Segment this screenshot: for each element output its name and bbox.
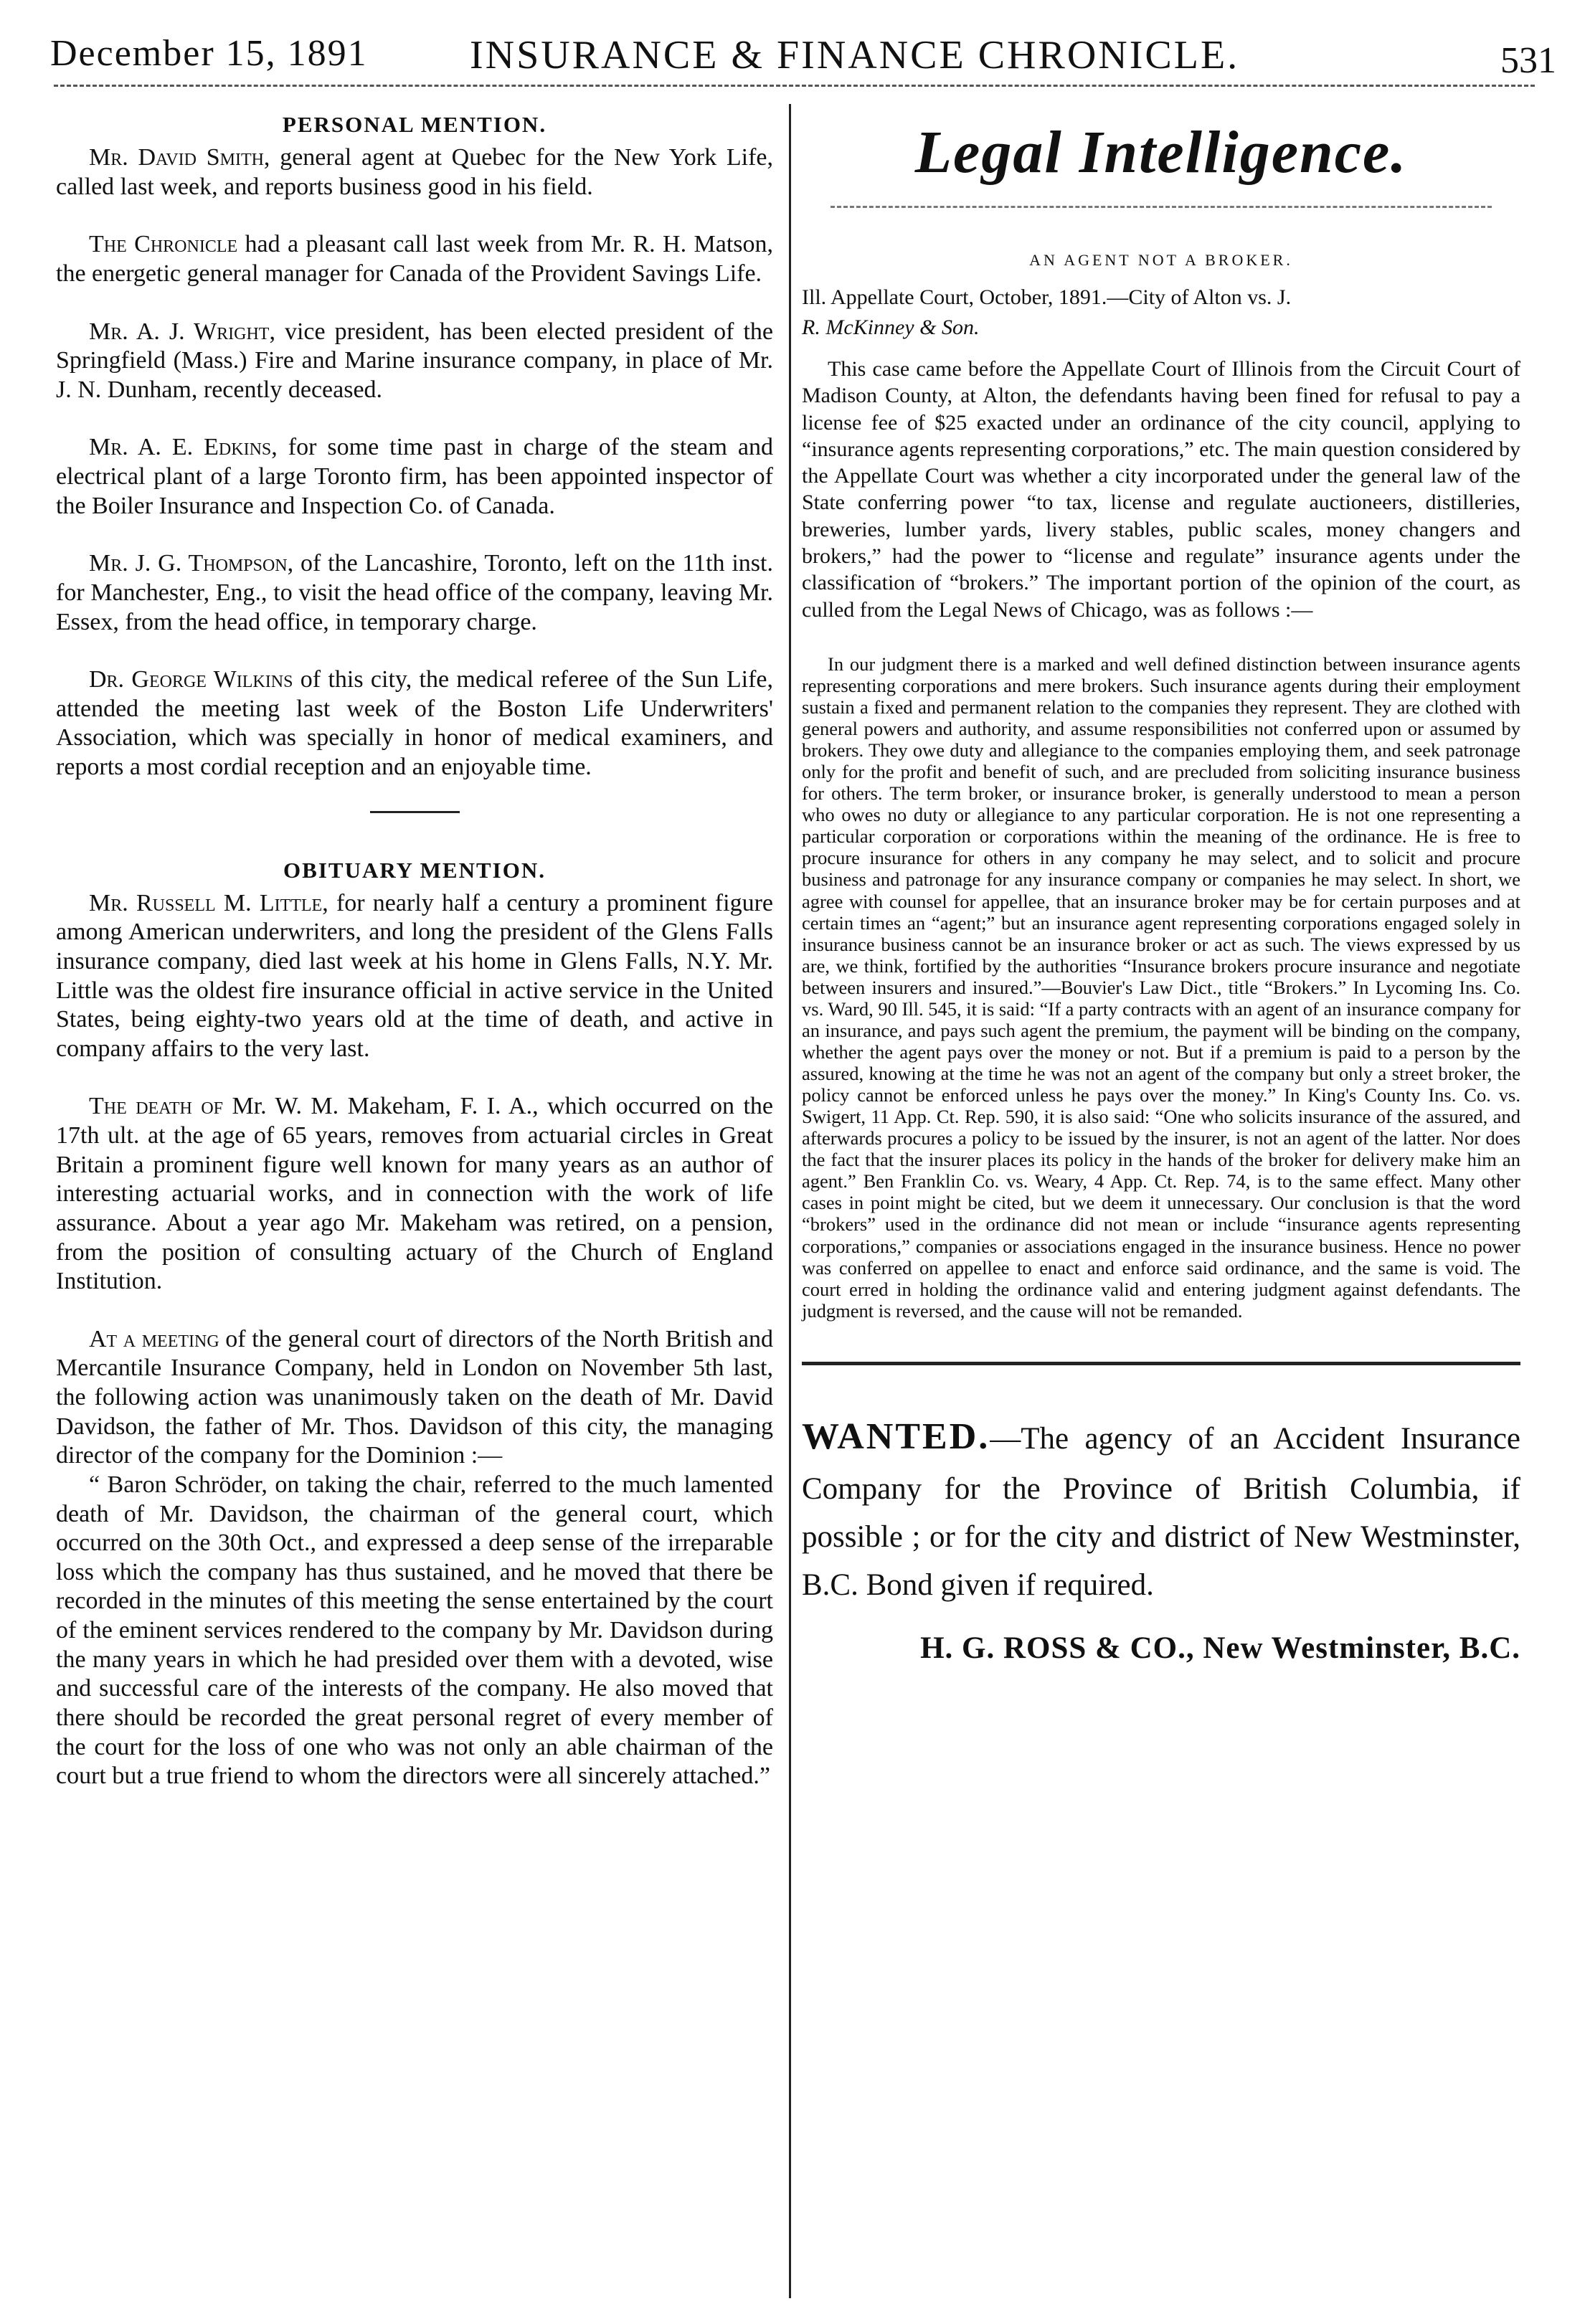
left-column [56,108,773,1820]
personal-item-wilkins [56,665,773,782]
wanted-heading: WANTED. [802,1415,990,1457]
personal-lead: Mr. A. E. Edkins, [89,434,278,461]
personal-text: had a pleasant call last week from Mr. R. H. Matson, the energetic general manager for Canada of the Provident Savings Life. [56,231,773,287]
header-rule [54,85,1535,87]
personal-lead: Mr. David Smith, [89,144,270,171]
obituary-lead: At a meeting [89,1325,219,1352]
court-opinion: In our judgment there is a marked and well defined distinction between insurance agents representing corporations and mere brokers. Such insurance agents during their employment sustain a fixed and permanent relation to the companies they represent. They are clothed with general powers and authority, and assume responsibilities not conferred upon or assumed by brokers. They owe duty and allegiance to the companies employing them, and seek patronage only for the profit and benefit of such, and are precluded from soliciting insurance business for others. The term broker, or insurance broker, is generally understood to mean a person who owes no duty or allegiance to any particular corporation. He is not one representing a particular corporation or corporations within the meaning of the ordinance. He is free to procure insurance for others in any company he may select, and to solicit and procure business and patronage for any insurance company or companies he may select. In short, we agree with counsel for appellee, that an insurance broker may be for certain purposes and at certain times an “agent;” but an insurance agent representing corporations engaged solely in insurance business cannot be an insurance broker or act as such. The views expressed by us are, we think, fortified by the authorities “Insurance brokers procure insurance and negotiate between insurers and insured.”—Bouvier's Law Dict., title “Brokers.” In Lycoming Ins. Co. vs. Ward, 90 Ill. 545, it is said: “If a party contracts with an agent of an insurance company for an insurance, and pays such agent the premium, the payment will be binding on the company, whether the agent pays over the money or not. But if a premium is paid to a person by the assured, knowing at the time he was not an agent of the company but only a street broker, the policy cannot be enforced unless he pays over the money.” In King's County Ins. Co. vs. Swigert, 11 App. Ct. Rep. 590, it is also said: “One who solicits insurance of the assured, and afterwards procures a policy to be issued by the insurer, is not an agent of the latter. Nor does the fact that the insurer places its policy in the hands of the broker for delivery make him an agent.” Ben Franklin Co. vs. Weary, 4 App. Ct. Rep. 74, is to the same effect. Many other cases in point might be cited, but we deem it unnecessary. Our conclusion is that the word “brokers” used in the ordinance did not mean or include “insurance agents representing corporations,” companies or associations engaged in the insurance business. Hence no power was conferred on appellee to enact and enforce said ordinance, and the same is void. The court erred in holding the ordinance valid and entering judgment against defendants. The judgment is reversed, and the cause will not be remanded. [802,653,1520,1322]
advert-signature: H. G. ROSS & CO., New Westminster, B.C. [920,1631,1520,1666]
obituary-text: for nearly half a century a prominent figure among American underwriters, and long the president of the Glens Falls insurance company, died last week at his home in Glens Falls, N.Y. Mr. Little was the oldest fire insurance official in active service in the United States, being eighty-two years old at the time of death, and active in company affairs to the very last. [56,889,773,1062]
page-header [29,32,1556,90]
obituary-lead: The death of [89,1093,224,1120]
obituary-text: Mr. W. M. Makeham, F. I. A., which occurred on the 17th ult. at the age of 65 years, removes from actuarial circles in Great Britain a prominent figure well known for many years as an author of interesting actuarial works, and in connection with the work of life assurance. About a year ago Mr. Makeham was retired, on a pension, from the position of consulting actuary of the Church of England Institution. [56,1093,773,1295]
obituary-item-davidson [56,1325,773,1471]
issue-date: December 15, 1891 [50,33,368,74]
personal-lead: Mr. J. G. Thompson, [89,550,294,577]
page-number: 531 [1500,40,1556,81]
legal-rule [831,206,1492,208]
wanted-advert [802,1408,1520,1610]
obituary-mention-title: OBITUARY MENTION. [283,857,546,883]
article-subhead: AN AGENT NOT A BROKER. [1029,251,1293,269]
personal-item-edkins [56,433,773,521]
wanted-text: —The agency of an Accident Insurance Company for the Province of British Columbia, if possible ; or for the city and district of New Westminster, B.C. Bond given if required. [802,1421,1520,1602]
personal-mention-title: PERSONAL MENTION. [282,112,547,137]
legal-intelligence-title: Legal Intelligence. [914,119,1408,186]
right-column [802,108,1520,1666]
case-intro: This case came before the Appellate Court of Illinois from the Circuit Court of Madison County, at Alton, the defendants having been fined for refusal to pay a license fee of $25 exacted under an ordinance of the city council, applying to “insurance agents representing corporations,” etc. The main question considered by the Appellate Court was whether a city incorporated under the general law of the State conferring power “to tax, license and regulate auctioneers, distilleries, breweries, lumber yards, livery stables, public scales, money changers and brokers,” had the power to “license and regulate” insurance agents under the classification of “brokers.” The important portion of the opinion of the court, as culled from the Legal News of Chicago, was as follows :— [802,357,1520,622]
obituary-item-makeham [56,1092,773,1296]
personal-lead: Mr. A. J. Wright, [89,318,275,345]
personal-text: for some time past in charge of the steam and electrical plant of a large Toronto firm, has been appointed inspector of the Boiler Insurance and Inspection Co. of Canada. [56,434,774,519]
obituary-quote: “ Baron Schröder, on taking the chair, referred to the much lamented death of Mr. Davidson, the chairman of the general court, which occurred on the 30th Oct., and expressed a deep sense of the irreparable loss which the company has thus sustained, and he moved that there be recorded in the minutes of this meeting the sense entertained by the court of the eminent services rendered to the company by Mr. Davidson during the many years in which he had presided over them with a devoted, wise and successful care of the interests of the company. He also moved that there should be recorded the great personal regret of every member of the court for the loss of one who was not only an able chairman of the court but a true friend to whom the directors were all sincerely attached.” [56,1471,773,1790]
obituary-text: of the general court of directors of the North British and Mercantile Insurance Company, held in London on November 5th last, the following action was unanimously taken on the death of Mr. David Davidson, the father of Mr. Thos. Davidson of this city, the managing director of the company for the Dominion :— [56,1325,774,1469]
personal-text: of the Lancashire, Toronto, left on the 11th inst. for Manchester, Eng., to visit the head office of the company, leaving Mr. Essex, from the head office, in temporary charge. [56,550,773,635]
personal-text: vice president, has been elected president of the Springfield (Mass.) Fire and Marine insurance company, in place of Mr. J. N. Dunham, recently deceased. [56,318,773,403]
personal-item-smith [56,143,773,201]
personal-lead: The Chronicle [89,231,238,258]
personal-lead: Dr. George Wilkins [89,666,293,693]
personal-text: of this city, the medical referee of the Sun Life, attended the meeting last week of the Boston Life Underwriters' Association, which was specially in honor of medical examiners, and reports a most cordial reception and an enjoyable time. [56,666,773,780]
personal-item-chronicle [56,230,773,288]
obituary-lead: Mr. Russell M. Little, [89,889,328,916]
publication-title: INSURANCE & FINANCE CHRONICLE. [470,33,1240,77]
personal-item-wright [56,318,773,405]
personal-item-thompson [56,549,773,637]
section-divider [370,811,460,813]
advert-rule [802,1362,1520,1365]
case-citation: Ill. Appellate Court, October, 1891.—City of Alton vs. J. [802,285,1292,309]
obituary-item-little [56,889,773,1064]
column-divider [789,104,791,2298]
case-citation-parties: R. McKinney & Son. [802,316,980,339]
personal-text: general agent at Quebec for the New York Life, called last week, and reports business good in his field. [56,144,773,200]
